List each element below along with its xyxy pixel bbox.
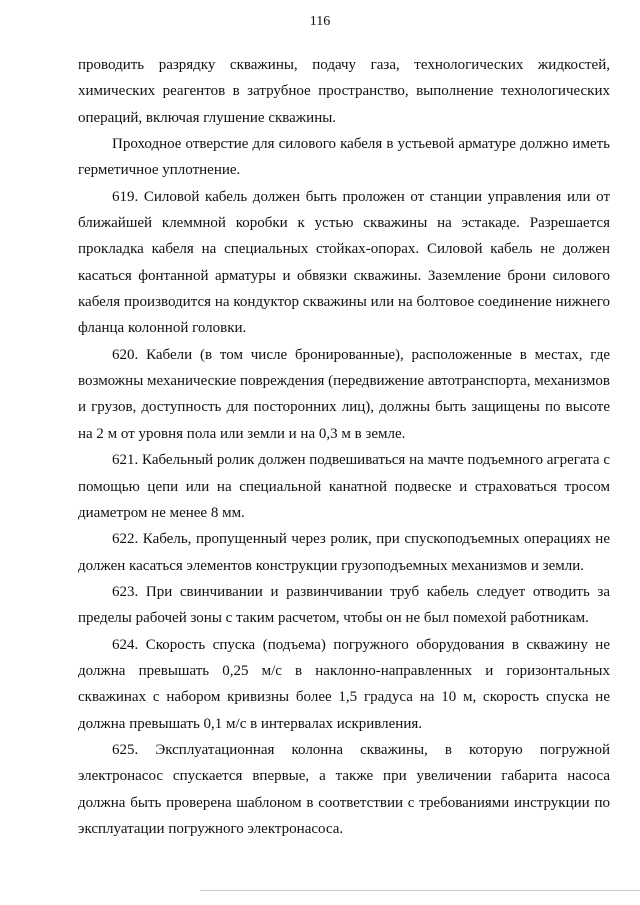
paragraph-620: 620. Кабели (в том числе бронированные), расположенные в местах, где возможны механические повреждения (передвижение автотранспорта, механизмов и грузов, доступность для посторонних лиц), должны быть защищены по высоте на 2 м от уровня пола или земли и на 0,3 м в земле.	[78, 346, 610, 442]
paragraph-continuation: проводить разрядку скважины, подачу газа, технологических жидкостей, химических реагентов в затрубное пространство, выполнение технологических операций, включая глушение скважины.	[78, 57, 610, 126]
paragraph-622: 622. Кабель, пропущенный через ролик, при спускоподъемных операциях не должен касаться элементов конструкции грузоподъемных механизмов и земли.	[78, 531, 610, 574]
paragraph-cable-seal: Проходное отверстие для силового кабеля в устьевой арматуре должно иметь герметичное уплотнение.	[78, 136, 610, 179]
paragraph-623: 623. При свинчивании и развинчивании труб кабель следует отводить за пределы рабочей зоны с таким расчетом, чтобы он не был помехой работникам.	[78, 583, 610, 627]
paragraph-621: 621. Кабельный ролик должен подвешиваться на мачте подъемного агрегата с помощью цепи или на специальной канатной подвеске и страховаться тросом диаметром не менее 8 мм.	[78, 452, 610, 521]
page-number: 116	[309, 14, 331, 29]
paragraph-625: 625. Эксплуатационная колонна скважины, в которую погружной электронасос спускается впервые, а также при увеличении габарита насоса должна быть проверена шаблоном в соответствии с требованиями инструкции по эксплуатации погружного электронасоса.	[78, 741, 610, 837]
paragraph-624: 624. Скорость спуска (подъема) погружного оборудования в скважину не должна превышать 0,25 м/с в наклонно-направленных и горизонтальных скважинах с набором кривизны более 1,5 градуса на 10 м, скорость спуска не должна превышать 0,1 м/с в интервалах искривления.	[78, 636, 610, 732]
scan-edge-line	[200, 890, 640, 891]
document-body	[78, 52, 610, 842]
paragraph-619: 619. Силовой кабель должен быть проложен от станции управления или от ближайшей клеммной коробки к устью скважины на эстакаде. Разрешается прокладка кабеля на специальных стойках-опорах. Силовой кабель не должен касаться фонтанной арматуры и обвязки скважины. Заземление брони силового кабеля производится на кондуктор скважины или на болтовое соединение нижнего фланца колонной головки.	[78, 188, 610, 337]
